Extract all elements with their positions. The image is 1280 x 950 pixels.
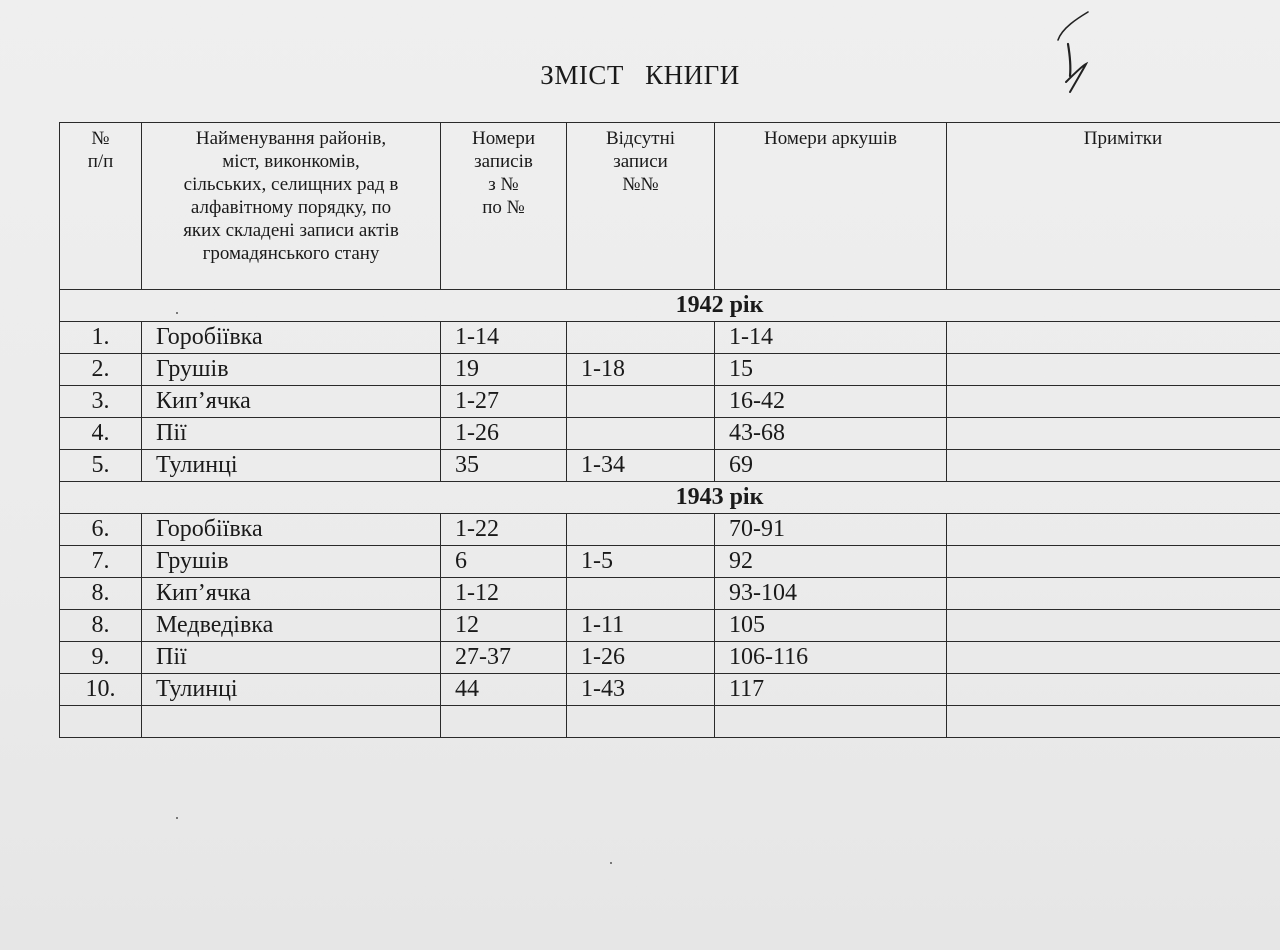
header-record-numbers: Номери записів з № по № [441,123,567,290]
row-records: 1-14 [441,322,567,354]
header-names: Найменування районів, міст, виконкомів, сільських, селищних рад в алфавітному порядку, по яких складені записи актів громадянського стану [142,123,441,290]
row-notes [947,322,1280,354]
table-row [60,450,1280,482]
row-records [441,706,567,738]
row-records: 1-27 [441,386,567,418]
row-name [142,706,441,738]
row-records: 1-22 [441,514,567,546]
row-number: 9. [60,642,142,674]
row-missing: 1-11 [567,610,715,642]
row-missing [567,386,715,418]
row-missing [567,578,715,610]
row-notes [947,610,1280,642]
row-number: 1. [60,322,142,354]
table-row [60,706,1280,738]
row-sheets: 15 [715,354,947,386]
row-records: 19 [441,354,567,386]
header-missing-records: Відсутні записи №№ [567,123,715,290]
year-row [60,482,1280,514]
row-sheets: 70-91 [715,514,947,546]
row-sheets: 92 [715,546,947,578]
row-missing: 1-34 [567,450,715,482]
row-name: Кип’ячка [142,386,441,418]
table-row [60,610,1280,642]
row-sheets: 43-68 [715,418,947,450]
row-name: Кип’ячка [142,578,441,610]
row-missing: 1-26 [567,642,715,674]
row-name: Тулинці [142,674,441,706]
row-notes [947,706,1280,738]
row-notes [947,450,1280,482]
row-sheets: 93-104 [715,578,947,610]
row-notes [947,386,1280,418]
row-number: 10. [60,674,142,706]
row-missing: 1-43 [567,674,715,706]
row-missing [567,418,715,450]
row-sheets: 106-116 [715,642,947,674]
table-row [60,546,1280,578]
row-records: 1-26 [441,418,567,450]
row-sheets: 69 [715,450,947,482]
row-notes [947,642,1280,674]
row-notes [947,674,1280,706]
row-notes [947,546,1280,578]
scan-speck [610,862,612,864]
table-row [60,354,1280,386]
row-records: 35 [441,450,567,482]
contents-table [59,122,1280,738]
header-notes: Примітки [947,123,1280,290]
row-missing [567,706,715,738]
year-label: 1942 рік [60,290,1280,322]
row-missing [567,514,715,546]
row-name: Горобіївка [142,322,441,354]
row-name: Пії [142,418,441,450]
row-sheets: 16-42 [715,386,947,418]
row-number [60,706,142,738]
row-missing [567,322,715,354]
row-missing: 1-18 [567,354,715,386]
row-notes [947,578,1280,610]
row-number: 2. [60,354,142,386]
year-label: 1943 рік [60,482,1280,514]
row-name: Горобіївка [142,514,441,546]
table-row [60,386,1280,418]
row-records: 6 [441,546,567,578]
header-number: № п/п [60,123,142,290]
table-row [60,418,1280,450]
handwritten-page-number [1048,4,1108,100]
row-records: 27-37 [441,642,567,674]
row-number: 8. [60,610,142,642]
row-name: Грушів [142,354,441,386]
row-name: Пії [142,642,441,674]
row-name: Тулинці [142,450,441,482]
row-number: 7. [60,546,142,578]
table-row [60,674,1280,706]
row-records: 12 [441,610,567,642]
row-number: 5. [60,450,142,482]
row-number: 6. [60,514,142,546]
table-row [60,578,1280,610]
header-sheet-numbers: Номери аркушів [715,123,947,290]
scan-speck [176,312,178,314]
row-notes [947,418,1280,450]
row-missing: 1-5 [567,546,715,578]
row-notes [947,514,1280,546]
table-row [60,322,1280,354]
scan-speck [176,817,178,819]
row-name: Медведівка [142,610,441,642]
page-title: ЗМІСТ КНИГИ [540,60,740,90]
row-notes [947,354,1280,386]
row-sheets: 1-14 [715,322,947,354]
row-name: Грушів [142,546,441,578]
row-sheets [715,706,947,738]
row-number: 8. [60,578,142,610]
table-header-row [60,123,1280,290]
row-sheets: 105 [715,610,947,642]
row-sheets: 117 [715,674,947,706]
row-number: 4. [60,418,142,450]
row-number: 3. [60,386,142,418]
row-records: 44 [441,674,567,706]
year-row [60,290,1280,322]
row-records: 1-12 [441,578,567,610]
table-row [60,514,1280,546]
table-row [60,642,1280,674]
